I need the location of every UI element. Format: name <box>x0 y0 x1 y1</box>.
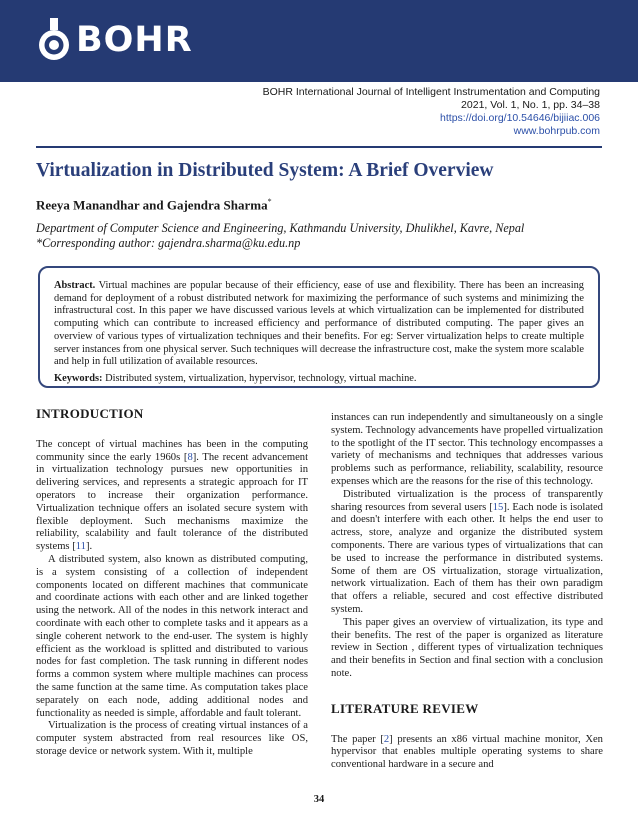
intro-paragraph-2: A distributed system, also known as distributed computing, is a system consisting of a collection of independent components located on different machines that communicate and coordinate actions with each other and are linked together using the network. All of the nodes in this network interact and coordinate with each other to complete tasks and it appears as a single coherent network to the end-user. The system is highly efficient as the workload is splitted and distributed to various nodes for fast completion. The task running in different nodes forms a common system where multiple machines can process the same function at the same time. As computation takes place separately on each node, adding additional nodes and functionality as needed is simple, affordable and fault tolerant. <box>36 553 308 719</box>
corresponding-author: *Corresponding author: gajendra.sharma@ku.edu.np <box>36 236 301 250</box>
doi-link[interactable]: https://doi.org/10.54646/bijiiac.006 <box>440 112 600 124</box>
intro-heading: INTRODUCTION <box>36 406 144 421</box>
intro-paragraph-3: Virtualization is the process of creating virtual instances of a computer system abstracted from real resources like OS, storage device or network system. With it, multiple <box>36 720 308 757</box>
abstract-text: Virtual machines are popular because of their efficiency, ease of use and flexibility. There has been an increasing demand for deployment of a robust distributed network for maximizing the performance of such systems and minimizing the infrastructural cost. In this paper we have discussed various levels at which virtualization can be implemented for distributed computing which can contribute to increased efficiency and performance of distributed computing. The paper gives an overview of various types of virtualization techniques and their benefits. For eg: Server virtualization helps to create multiple server instances from one physical server. Such techniques will decrease the infrastructure cost, make the system more scalable and help in full utilization of available resources. <box>54 280 584 368</box>
lit-p1-text: The paper [ <box>331 733 384 745</box>
header-divider <box>36 146 602 148</box>
abstract-label: Abstract. <box>54 280 96 291</box>
keywords-text: Distributed system, virtualization, hypervisor, technology, virtual machine. <box>105 372 417 384</box>
page-number: 34 <box>313 794 325 805</box>
right-column <box>331 412 603 772</box>
right-paragraph-2 <box>331 489 603 617</box>
literature-paragraph-1 <box>331 734 603 772</box>
left-column <box>36 408 308 759</box>
journal-info <box>263 86 600 138</box>
keywords-label: Keywords: <box>54 372 103 384</box>
author-list <box>36 197 272 213</box>
citation-link[interactable]: 8 <box>187 451 193 463</box>
lit-p1-text: ] presents an x86 virtual machine monitor, Xen hypervisor that enables multiple operating systems to share conventional hardware in a secure and <box>331 733 603 771</box>
authors-text: Reeya Manandhar and Gajendra Sharma <box>36 197 268 213</box>
intro-p1-text: ]. The recent advancement in virtualization technology pursues new opportunities in delivering services, and represents a strategic approach for IT operators to increase their organization performance. Virtualization technique offers an isolated secure system with flexible deployment. Such mechanisms maximize the reliability, scalability and fault tolerance of the distributed systems [ <box>36 451 309 553</box>
abstract-box <box>38 266 600 388</box>
right-p2-text: Distributed virtualization is the process of transparently sharing resources from several users [ <box>331 488 603 513</box>
bohr-logo[interactable] <box>36 18 193 62</box>
journal-name: BOHR International Journal of Intelligent Instrumentation and Computing <box>262 86 600 98</box>
paper-title: Virtualization in Distributed System: A Brief Overview <box>36 160 494 181</box>
right-p2-text: ]. Each node is isolated and doesn't interfere with each other. It helps the end user to actress, store, analyze and organize the distributed system components. There are various types of virtualizations that can be used to increase the performance in distributed systems. Some of them are OS virtualization, storage virtualization, network virtualization. Each of them has their own paradigm that offers a reliable, secured and cost effective distributed system. <box>331 501 603 615</box>
intro-p1-text: ]. <box>85 541 93 553</box>
affiliation-block <box>36 221 606 251</box>
header-banner <box>0 0 638 82</box>
citation-link[interactable]: 15 <box>492 501 504 513</box>
intro-p1-text: The concept of virtual machines has been in the computing community since the early 1960s [ <box>36 438 308 463</box>
journal-issue: 2021, Vol. 1, No. 1, pp. 34–38 <box>461 99 600 111</box>
website-link[interactable]: www.bohrpub.com <box>513 125 600 137</box>
keywords-paragraph <box>54 373 584 386</box>
literature-review-heading: LITERATURE REVIEW <box>331 700 479 716</box>
right-paragraph-1: instances can run independently and simultaneously on a single system. Technology advancements have propelled virtualization to the spotlight of the IT sector. This technology encompasses a variety of mechanisms and techniques that addresses various problems such as performance, reliability, scalability, resource expenses which are the reasons for the rise of this technology. <box>331 412 603 487</box>
author-mark: * <box>267 197 272 206</box>
right-paragraph-3: This paper gives an overview of virtualization, its type and their benefits. The rest of the paper is organized as literature review in Section , different types of virtualization techniques and their benefits in Section and final section with a conclusion note. <box>331 616 603 679</box>
intro-paragraph-1 <box>36 439 308 554</box>
affiliation: Department of Computer Science and Engineering, Kathmandu University, Dhulikhel, Kavre, Nepal <box>36 221 525 235</box>
abstract-paragraph <box>54 280 584 369</box>
bohr-logo-icon <box>36 18 72 62</box>
brand-name: BOHR <box>76 19 193 60</box>
citation-link[interactable]: 11 <box>75 541 86 553</box>
citation-link[interactable]: 2 <box>383 733 390 745</box>
